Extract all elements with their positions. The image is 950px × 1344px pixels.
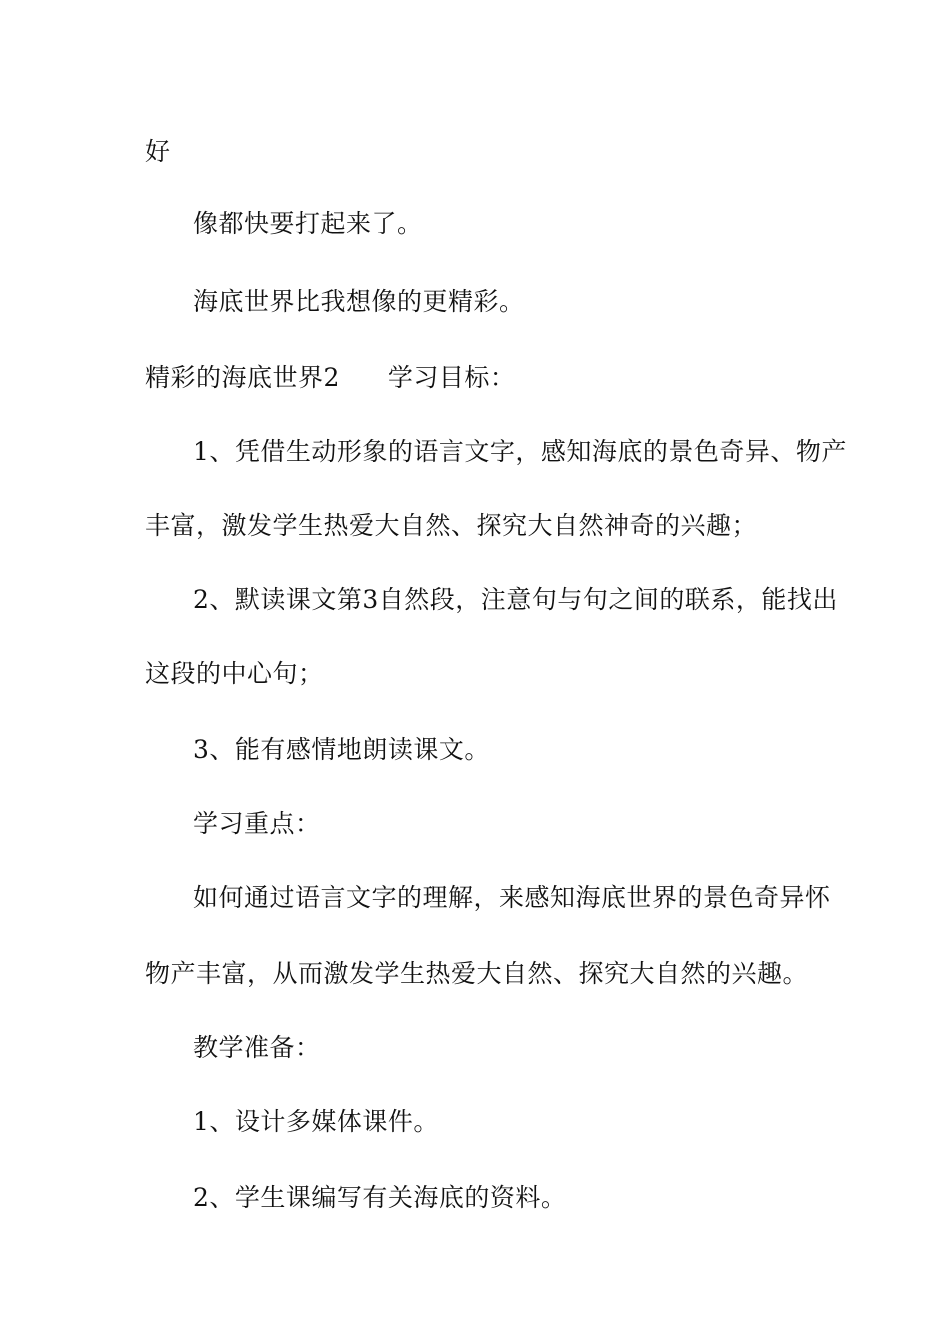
- text-line: 物产丰富，从而激发学生热爱大自然、探究大自然的兴趣。: [145, 959, 809, 988]
- objectives-label: 学习目标：: [387, 363, 516, 392]
- text-line: 如何通过语言文字的理解，来感知海底世界的景色奇异怀: [193, 883, 831, 912]
- text-line: 学习重点：: [193, 809, 321, 838]
- text-line: 海底世界比我想像的更精彩。: [193, 287, 525, 316]
- text-line: 像都快要打起来了。: [193, 209, 423, 238]
- text-line: 好: [145, 137, 171, 166]
- text-line: 丰富，激发学生热爱大自然、探究大自然神奇的兴趣；: [145, 511, 758, 540]
- text-line: 1、设计多媒体课件。: [193, 1107, 439, 1136]
- text-line: 1、凭借生动形象的语言文字，感知海底的景色奇异、物产: [193, 437, 847, 466]
- text-line: 这段的中心句；: [145, 659, 324, 688]
- text-line: 2、默读课文第3自然段，注意句与句之间的联系，能找出: [193, 585, 838, 614]
- section-heading-line: [145, 362, 845, 394]
- section-title: 精彩的海底世界2: [145, 363, 340, 392]
- text-line: 2、学生课编写有关海底的资料。: [193, 1183, 567, 1212]
- text-line: 3、能有感情地朗读课文。: [193, 735, 490, 764]
- text-line: 教学准备：: [193, 1033, 321, 1062]
